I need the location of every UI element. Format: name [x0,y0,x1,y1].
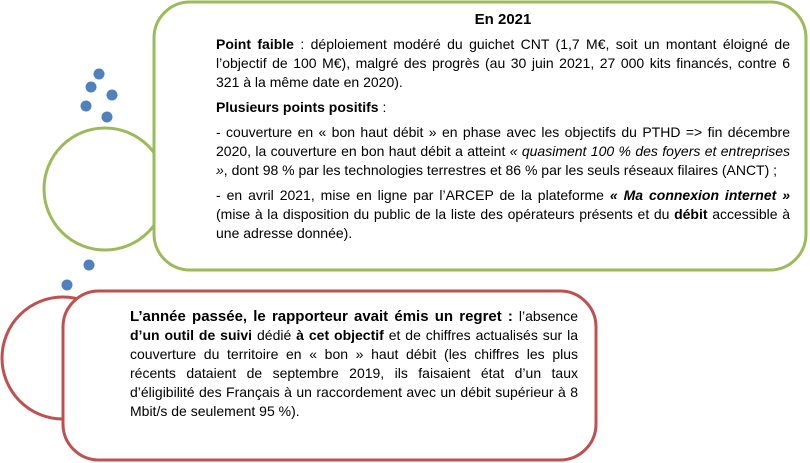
positives-heading [216,98,790,117]
weak-point-text: : déploiement modéré du guichet CNT (1,7 M€, soit un montant éloigné de l’objectif de 100 M€), malgré des progrès (au 30 juin 2021, 27 000 kits financés, contre 6 321 à la même date en 2020). [216,36,790,90]
bullet-platform [216,186,790,243]
weak-point-label: Point faible [216,36,294,52]
bubble-dot [81,101,92,112]
bubble-dot [107,90,118,101]
bullet2-platform-name: « Ma connexion internet » [609,187,790,203]
regret-lead: L’année passée, le rapporteur avait émis un regret : [130,308,513,325]
bubble-dot [94,69,105,80]
positives-label: Plusieurs points positifs [216,99,379,115]
bullet2-bold-debit: débit [674,206,708,222]
red-callout-text [130,307,578,427]
regret-bold-a: d’un outil de suivi [130,327,253,343]
bullet1-text-a: - couverture en « bon haut débit » en phase avec les objectifs du PTHD => fin décembre 2020, la couverture en bon haut débit a atteint [216,124,790,159]
bullet2-text-a: - en avril 2021, mise en ligne par l’ARCEP de la plateforme [216,187,610,203]
bullet1-quote: « quasiment 100 % des foyers et entreprises » [216,143,790,178]
green-callout-text [216,10,790,245]
regret-text-b: dédié [252,327,297,343]
bullet1-text-b: , dont 98 % par les technologies terrestres et 86 % par les seuls réseaux filaires (ANCT) ; [223,162,778,178]
green-box-title: En 2021 [474,11,532,28]
bullet-coverage [216,123,790,180]
bullet2-text-c: accessible à une adresse donnée). [216,206,790,241]
regret-bold-b: à cet objectif [296,327,384,343]
regret-paragraph [130,307,578,421]
bullet2-text-b: (mise à la disposition du public de la liste des opérateurs présents et du [216,206,675,222]
green-circle [44,128,166,250]
positives-colon: : [378,99,387,115]
bubble-dot [84,260,95,271]
weak-point-paragraph [216,35,790,92]
bubble-dot [86,82,97,93]
regret-text-c: et de chiffres actualisés sur la couverture du territoire en « bon » haut débit (les chiffres les plus récents dataient de septembre 2019, ils faisaient état d’un taux d’éligibilité des Français à un raccordement avec un débit supérieur à 8 Mbit/s de seulement 95 %). [130,327,578,419]
bubble-dot [102,112,113,123]
regret-text-a: l’absence [512,308,578,324]
bubble-dot [62,280,73,291]
